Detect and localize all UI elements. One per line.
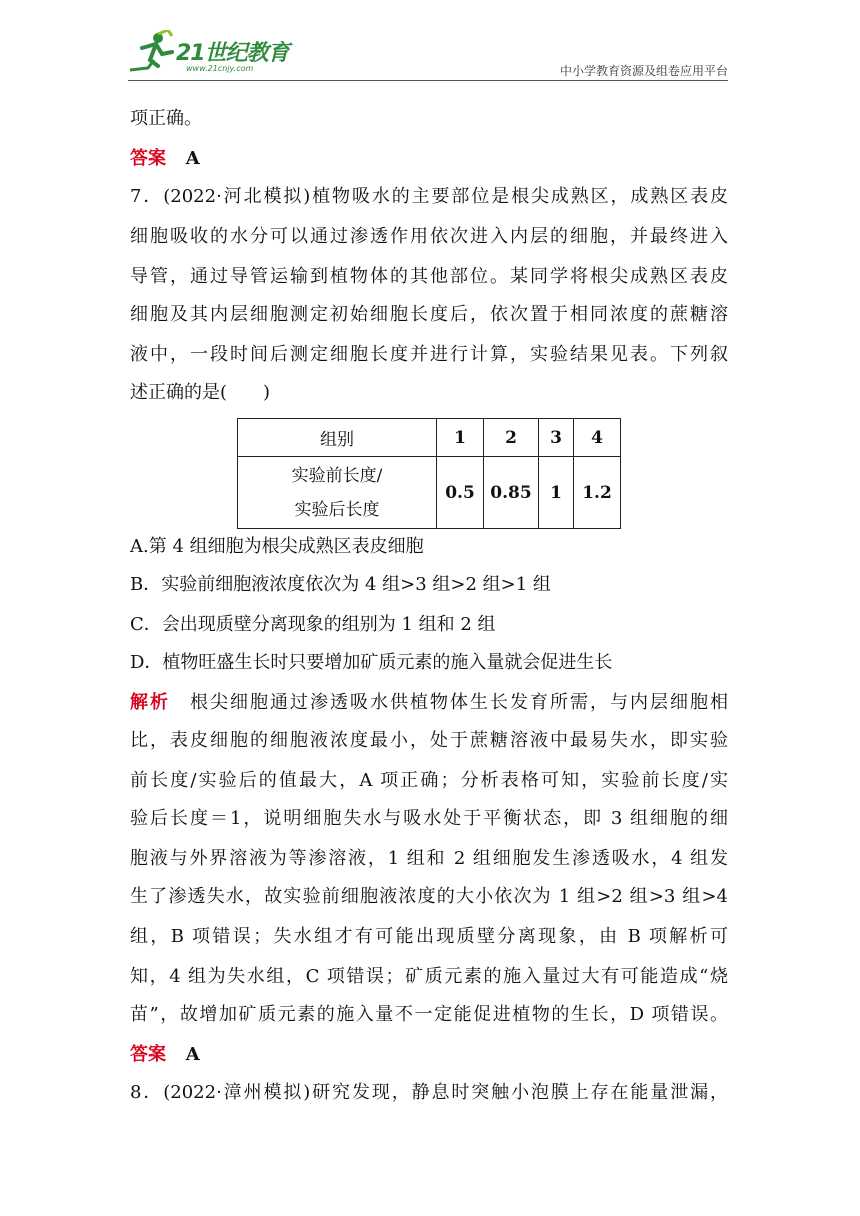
logo-url: www.21cnjy.com [186, 64, 254, 73]
runner-logo-icon [128, 30, 176, 74]
table-value: 0.85 [484, 457, 539, 529]
analysis-line: 知，4 组为失水组，C 项错误；矿质元素的施入量过大有可能造成“烧 [130, 966, 728, 987]
question-7-line: 细胞及其内层细胞测定初始细胞长度后，依次置于相同浓度的蔗糖溶 [130, 304, 728, 325]
table-value: 1.2 [574, 457, 621, 529]
question-8-line: 8．(2022·漳州模拟)研究发现，静息时突触小泡膜上存在能量泄漏， [130, 1082, 728, 1103]
table-group-header: 4 [574, 419, 621, 457]
analysis-text: 根尖细胞通过渗透吸水供植物体生长发育所需，与内层细胞相 [170, 692, 728, 713]
answer-value: A [185, 148, 200, 169]
analysis-line: 苗”，故增加矿质元素的施入量不一定能促进植物的生长，D 项错误。 [130, 1004, 728, 1025]
question-7-line: 7．(2022·河北模拟)植物吸水的主要部位是根尖成熟区，成熟区表皮 [130, 186, 728, 207]
logo [128, 30, 298, 76]
analysis-line: 前长度/实验后的值最大，A 项正确；分析表格可知，实验前长度/实 [130, 770, 728, 791]
results-table [237, 418, 621, 529]
analysis-label: 解析 [130, 692, 170, 713]
table-row-label [238, 457, 437, 529]
option-b: B．实验前细胞液浓度依次为 4 组>3 组>2 组>1 组 [130, 574, 551, 595]
table-header-label: 组别 [238, 419, 437, 457]
analysis-line: 生了渗透失水，故实验前细胞液浓度的大小依次为 1 组>2 组>3 组>4 [130, 886, 728, 907]
header-divider [128, 80, 728, 81]
table-value: 0.5 [437, 457, 484, 529]
option-d: D．植物旺盛生长时只要增加矿质元素的施入量就会促进生长 [130, 652, 613, 673]
header-site-name: 中小学教育资源及组卷应用平台 [559, 64, 728, 78]
answer-line [130, 1043, 200, 1067]
table-group-header: 1 [437, 419, 484, 457]
page-header [128, 30, 728, 82]
answer-line [130, 147, 200, 171]
row-label-line-1: 实验前长度/ [291, 465, 383, 486]
text-line: 项正确。 [130, 108, 202, 129]
analysis-line: 验后长度＝1，说明细胞失水与吸水处于平衡状态，即 3 组细胞的细 [130, 808, 728, 829]
answer-label: 答案 [130, 148, 166, 169]
option-a: A.第 4 组细胞为根尖成熟区表皮细胞 [130, 536, 424, 557]
answer-value: A [185, 1044, 200, 1065]
table-value: 1 [539, 457, 574, 529]
row-label-line-2: 实验后长度 [294, 499, 380, 520]
question-7-line: 细胞吸收的水分可以通过渗透作用依次进入内层的细胞，并最终进入 [130, 226, 728, 247]
question-7-line: 述正确的是( ) [130, 382, 271, 403]
option-c: C．会出现质壁分离现象的组别为 1 组和 2 组 [130, 614, 496, 635]
analysis-line: 胞液与外界溶液为等渗溶液，1 组和 2 组细胞发生渗透吸水，4 组发 [130, 848, 728, 869]
logo-text: 21世纪教育 [176, 41, 289, 66]
answer-label: 答案 [130, 1044, 166, 1065]
table-group-header: 3 [539, 419, 574, 457]
question-7-line: 导管，通过导管运输到植物体的其他部位。某同学将根尖成熟区表皮 [130, 266, 728, 287]
analysis-line: 组，B 项错误；失水组才有可能出现质壁分离现象，由 B 项解析可 [130, 926, 728, 947]
analysis-line [130, 691, 728, 715]
table-group-header: 2 [484, 419, 539, 457]
question-7-line: 液中，一段时间后测定细胞长度并进行计算，实验结果见表。下列叙 [130, 344, 728, 365]
analysis-line: 比，表皮细胞的细胞液浓度最小，处于蔗糖溶液中最易失水，即实验 [130, 730, 728, 751]
